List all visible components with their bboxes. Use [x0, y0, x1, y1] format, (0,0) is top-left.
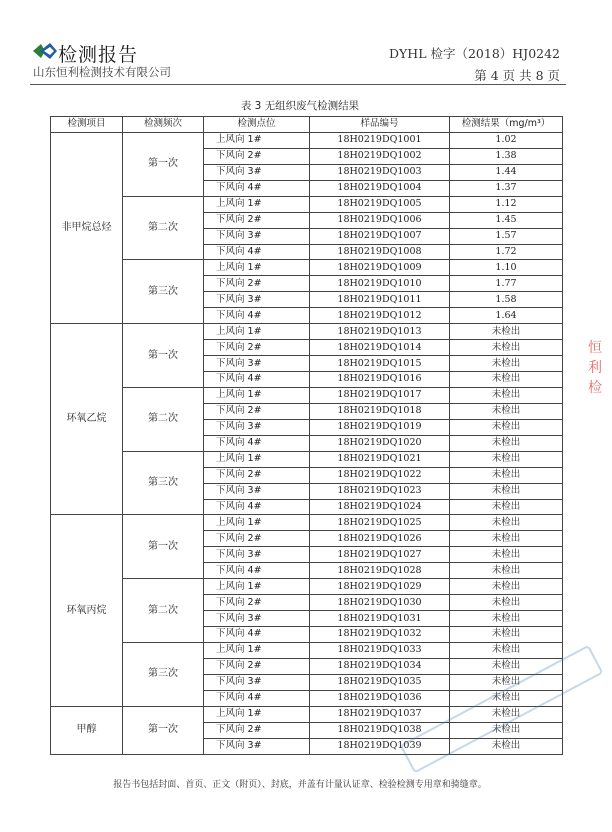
- sample-id-cell: 18H0219DQ1018: [310, 403, 450, 419]
- result-cell: 未检出: [450, 387, 563, 403]
- result-cell: 1.37: [450, 180, 563, 196]
- table-row: [51, 260, 563, 276]
- result-cell: 1.44: [450, 164, 563, 180]
- round-cell: 第一次: [123, 706, 204, 754]
- result-cell: 1.58: [450, 292, 563, 308]
- col-header-result: 检测结果（mg/m³）: [450, 117, 563, 133]
- sample-id-cell: 18H0219DQ1024: [310, 499, 450, 515]
- sample-id-cell: 18H0219DQ1038: [310, 722, 450, 738]
- sample-id-cell: 18H0219DQ1029: [310, 579, 450, 595]
- point-cell: 上风向 1#: [204, 387, 310, 403]
- point-cell: 下风向 3#: [204, 547, 310, 563]
- test-item-cell: 甲醇: [51, 706, 123, 754]
- result-cell: 未检出: [450, 642, 563, 658]
- results-table: [50, 116, 563, 755]
- sample-id-cell: 18H0219DQ1021: [310, 451, 450, 467]
- sample-id-cell: 18H0219DQ1026: [310, 531, 450, 547]
- point-cell: 下风向 2#: [204, 403, 310, 419]
- sample-id-cell: 18H0219DQ1023: [310, 483, 450, 499]
- point-cell: 下风向 4#: [204, 435, 310, 451]
- sample-id-cell: 18H0219DQ1003: [310, 164, 450, 180]
- point-cell: 下风向 4#: [204, 180, 310, 196]
- result-cell: 未检出: [450, 627, 563, 643]
- result-cell: 未检出: [450, 690, 563, 706]
- point-cell: 下风向 4#: [204, 244, 310, 260]
- col-header-round: 检测频次: [123, 117, 204, 133]
- cross-page-seal: [588, 338, 600, 448]
- point-cell: 上风向 1#: [204, 260, 310, 276]
- sample-id-cell: 18H0219DQ1025: [310, 515, 450, 531]
- table-row: [51, 196, 563, 212]
- point-cell: 下风向 2#: [204, 340, 310, 356]
- company-logo-icon: [32, 42, 58, 60]
- result-cell: 未检出: [450, 611, 563, 627]
- result-cell: 未检出: [450, 403, 563, 419]
- point-cell: 下风向 3#: [204, 674, 310, 690]
- result-cell: 未检出: [450, 372, 563, 388]
- header-divider: [30, 84, 566, 85]
- result-cell: 未检出: [450, 435, 563, 451]
- result-cell: 未检出: [450, 706, 563, 722]
- sample-id-cell: 18H0219DQ1001: [310, 132, 450, 148]
- sample-id-cell: 18H0219DQ1027: [310, 547, 450, 563]
- result-cell: 未检出: [450, 419, 563, 435]
- result-cell: 1.38: [450, 148, 563, 164]
- result-cell: 未检出: [450, 579, 563, 595]
- sample-id-cell: 18H0219DQ1032: [310, 627, 450, 643]
- result-cell: 未检出: [450, 483, 563, 499]
- point-cell: 下风向 4#: [204, 627, 310, 643]
- round-cell: 第三次: [123, 642, 204, 706]
- results-body: [51, 132, 563, 754]
- result-cell: 未检出: [450, 531, 563, 547]
- round-cell: 第一次: [123, 132, 204, 196]
- point-cell: 下风向 3#: [204, 483, 310, 499]
- point-cell: 上风向 1#: [204, 515, 310, 531]
- report-title: 检测报告: [58, 44, 139, 66]
- round-cell: 第二次: [123, 196, 204, 260]
- result-cell: 未检出: [450, 595, 563, 611]
- point-cell: 上风向 1#: [204, 132, 310, 148]
- sample-id-cell: 18H0219DQ1006: [310, 212, 450, 228]
- sample-id-cell: 18H0219DQ1004: [310, 180, 450, 196]
- sample-id-cell: 18H0219DQ1028: [310, 563, 450, 579]
- sample-id-cell: 18H0219DQ1030: [310, 595, 450, 611]
- sample-id-cell: 18H0219DQ1031: [310, 611, 450, 627]
- result-cell: 未检出: [450, 563, 563, 579]
- round-cell: 第三次: [123, 260, 204, 324]
- table-row: [51, 515, 563, 531]
- point-cell: 下风向 2#: [204, 531, 310, 547]
- point-cell: 下风向 3#: [204, 611, 310, 627]
- point-cell: 下风向 2#: [204, 595, 310, 611]
- round-cell: 第二次: [123, 387, 204, 451]
- col-header-point: 检测点位: [204, 117, 310, 133]
- result-cell: 1.12: [450, 196, 563, 212]
- result-cell: 未检出: [450, 356, 563, 372]
- point-cell: 下风向 3#: [204, 419, 310, 435]
- result-cell: 1.45: [450, 212, 563, 228]
- point-cell: 上风向 1#: [204, 324, 310, 340]
- test-item-cell: 环氧乙烷: [51, 324, 123, 515]
- point-cell: 下风向 3#: [204, 228, 310, 244]
- sample-id-cell: 18H0219DQ1017: [310, 387, 450, 403]
- seal-edge-char: 检: [588, 380, 602, 396]
- sample-id-cell: 18H0219DQ1012: [310, 308, 450, 324]
- point-cell: 上风向 1#: [204, 642, 310, 658]
- sample-id-cell: 18H0219DQ1013: [310, 324, 450, 340]
- point-cell: 下风向 3#: [204, 164, 310, 180]
- table-row: [51, 642, 563, 658]
- sample-id-cell: 18H0219DQ1015: [310, 356, 450, 372]
- sample-id-cell: 18H0219DQ1007: [310, 228, 450, 244]
- col-header-item: 检测项目: [51, 117, 123, 133]
- sample-id-cell: 18H0219DQ1010: [310, 276, 450, 292]
- result-cell: 未检出: [450, 738, 563, 754]
- sample-id-cell: 18H0219DQ1036: [310, 690, 450, 706]
- point-cell: 下风向 2#: [204, 148, 310, 164]
- point-cell: 下风向 3#: [204, 292, 310, 308]
- point-cell: 下风向 4#: [204, 308, 310, 324]
- sample-id-cell: 18H0219DQ1022: [310, 467, 450, 483]
- point-cell: 下风向 2#: [204, 467, 310, 483]
- point-cell: 下风向 2#: [204, 722, 310, 738]
- result-cell: 1.57: [450, 228, 563, 244]
- point-cell: 下风向 3#: [204, 738, 310, 754]
- result-cell: 1.10: [450, 260, 563, 276]
- table-row: [51, 324, 563, 340]
- sample-id-cell: 18H0219DQ1008: [310, 244, 450, 260]
- result-cell: 未检出: [450, 547, 563, 563]
- result-cell: 1.02: [450, 132, 563, 148]
- test-item-cell: 非甲烷总烃: [51, 132, 123, 323]
- table-row: [51, 132, 563, 148]
- sample-id-cell: 18H0219DQ1039: [310, 738, 450, 754]
- document-number: DYHL 检字（2018）HJ0242: [389, 46, 560, 61]
- sample-id-cell: 18H0219DQ1034: [310, 658, 450, 674]
- result-cell: 未检出: [450, 722, 563, 738]
- table-row: [51, 451, 563, 467]
- point-cell: 下风向 2#: [204, 658, 310, 674]
- result-cell: 1.64: [450, 308, 563, 324]
- sample-id-cell: 18H0219DQ1016: [310, 372, 450, 388]
- round-cell: 第三次: [123, 451, 204, 515]
- sample-id-cell: 18H0219DQ1020: [310, 435, 450, 451]
- point-cell: 下风向 2#: [204, 276, 310, 292]
- page-number: 第 4 页 共 8 页: [474, 68, 560, 83]
- table-row: [51, 706, 563, 722]
- result-cell: 未检出: [450, 324, 563, 340]
- point-cell: 下风向 4#: [204, 499, 310, 515]
- sample-id-cell: 18H0219DQ1019: [310, 419, 450, 435]
- sample-id-cell: 18H0219DQ1014: [310, 340, 450, 356]
- table-row: [51, 387, 563, 403]
- result-cell: 未检出: [450, 340, 563, 356]
- company-name: 山东恒利检测技术有限公司: [33, 65, 171, 79]
- test-item-cell: 环氧丙烷: [51, 515, 123, 706]
- result-cell: 未检出: [450, 499, 563, 515]
- sample-id-cell: 18H0219DQ1033: [310, 642, 450, 658]
- sample-id-cell: 18H0219DQ1009: [310, 260, 450, 276]
- round-cell: 第一次: [123, 515, 204, 579]
- sample-id-cell: 18H0219DQ1035: [310, 674, 450, 690]
- point-cell: 上风向 1#: [204, 451, 310, 467]
- sample-id-cell: 18H0219DQ1002: [310, 148, 450, 164]
- table-title: 表 3 无组织废气检测结果: [240, 100, 360, 112]
- point-cell: 下风向 4#: [204, 563, 310, 579]
- seal-edge-char: 利: [588, 360, 602, 376]
- round-cell: 第二次: [123, 579, 204, 643]
- sample-id-cell: 18H0219DQ1011: [310, 292, 450, 308]
- table-row: [51, 579, 563, 595]
- result-cell: 未检出: [450, 515, 563, 531]
- result-cell: 未检出: [450, 674, 563, 690]
- round-cell: 第一次: [123, 324, 204, 388]
- result-cell: 未检出: [450, 467, 563, 483]
- result-cell: 1.77: [450, 276, 563, 292]
- point-cell: 下风向 3#: [204, 356, 310, 372]
- footer-note: 报告书包括封面、首页、正文（附页）、封底，并盖有计量认证章、检验检测专用章和骑缝章。: [113, 780, 487, 790]
- point-cell: 上风向 1#: [204, 196, 310, 212]
- table-header-row: [51, 117, 563, 133]
- result-cell: 未检出: [450, 658, 563, 674]
- point-cell: 下风向 4#: [204, 372, 310, 388]
- result-cell: 1.72: [450, 244, 563, 260]
- point-cell: 下风向 2#: [204, 212, 310, 228]
- point-cell: 上风向 1#: [204, 579, 310, 595]
- col-header-sample: 样品编号: [310, 117, 450, 133]
- sample-id-cell: 18H0219DQ1037: [310, 706, 450, 722]
- point-cell: 下风向 4#: [204, 690, 310, 706]
- seal-edge-char: 恒: [588, 340, 602, 356]
- result-cell: 未检出: [450, 451, 563, 467]
- point-cell: 上风向 1#: [204, 706, 310, 722]
- sample-id-cell: 18H0219DQ1005: [310, 196, 450, 212]
